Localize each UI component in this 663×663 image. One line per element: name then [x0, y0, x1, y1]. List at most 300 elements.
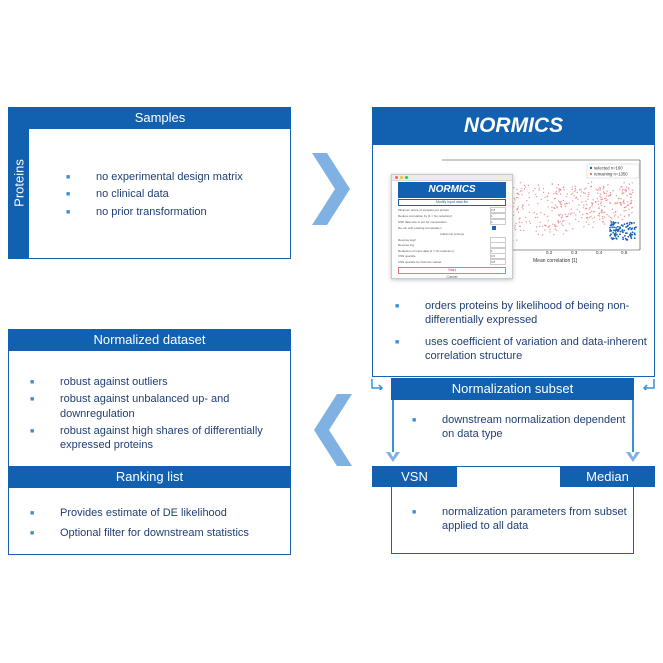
- scatter-point-remaining: [615, 202, 616, 203]
- scatter-point-remaining: [577, 198, 578, 199]
- scatter-point-remaining: [560, 221, 561, 222]
- scatter-point-selected: [619, 228, 621, 230]
- scatter-point-remaining: [520, 230, 521, 231]
- scatter-point-remaining: [518, 194, 519, 195]
- scatter-point-remaining: [577, 209, 578, 210]
- bullet-icon: ■: [30, 427, 35, 435]
- scatter-point-remaining: [624, 216, 625, 217]
- bullet-icon: ■: [30, 530, 35, 538]
- scatter-point-remaining: [625, 191, 626, 192]
- scatter-point-remaining: [590, 216, 591, 217]
- scatter-point-selected: [615, 222, 617, 224]
- scatter-point-remaining: [592, 204, 593, 205]
- scatter-point-remaining: [591, 202, 592, 203]
- scatter-point-remaining: [519, 217, 520, 218]
- normics-app-window: [391, 174, 513, 279]
- list-item: ■ uses coefficient of variation and data-inherent correlation structure: [395, 335, 647, 362]
- scatter-point-remaining: [595, 201, 596, 202]
- scatter-point-remaining: [520, 182, 521, 183]
- scatter-point-remaining: [528, 185, 529, 186]
- scatter-point-remaining: [591, 181, 592, 182]
- checkbox[interactable]: [492, 226, 496, 230]
- scatter-point-remaining: [581, 217, 582, 218]
- form-row: VSN quantile 0.5: [398, 254, 506, 260]
- value-field[interactable]: 1: [490, 219, 506, 225]
- scatter-point-remaining: [632, 182, 633, 183]
- scatter-point-remaining: [566, 196, 567, 197]
- scatter-point-remaining: [528, 204, 529, 205]
- scatter-point-remaining: [565, 229, 566, 230]
- form-row: Minimum share of samples per protein 0.8: [398, 207, 506, 213]
- x-tick-label: 0.5: [621, 250, 628, 255]
- scatter-point-remaining: [539, 226, 540, 227]
- scatter-point-remaining: [560, 214, 561, 215]
- scatter-point-remaining: [578, 204, 579, 205]
- list-item: ■ no prior transformation: [66, 205, 207, 218]
- scatter-point-remaining: [630, 197, 631, 198]
- scatter-point-selected: [621, 229, 623, 231]
- start-button[interactable]: Start: [398, 267, 506, 274]
- scatter-point-remaining: [561, 201, 562, 202]
- normics-bullets: [395, 299, 650, 366]
- scatter-point-remaining: [572, 200, 573, 201]
- scatter-point-remaining: [570, 214, 571, 215]
- scatter-point-selected: [629, 222, 631, 224]
- scatter-point-remaining: [579, 211, 580, 212]
- list-item: ■ no experimental design matrix: [66, 171, 243, 183]
- scatter-point-remaining: [601, 212, 602, 213]
- scatter-point-selected: [622, 237, 624, 239]
- value-field[interactable]: 1: [490, 213, 506, 219]
- scatter-point-remaining: [520, 226, 521, 227]
- scatter-point-remaining: [623, 210, 624, 211]
- form-row: Reduce correlation by [1 = No reduction] 1: [398, 213, 506, 219]
- scatter-point-remaining: [547, 206, 548, 207]
- window-section-1: Modify input data file: [398, 199, 506, 206]
- scatter-point-remaining: [598, 208, 599, 209]
- chevron-down-icon: [386, 452, 400, 462]
- scatter-point-remaining: [517, 197, 518, 198]
- scatter-point-remaining: [621, 204, 622, 205]
- scatter-point-remaining: [628, 204, 629, 205]
- scatter-point-remaining: [606, 193, 607, 194]
- scatter-point-remaining: [620, 186, 621, 187]
- scatter-point-remaining: [575, 214, 576, 215]
- value-field[interactable]: 0.5: [490, 253, 506, 259]
- scatter-point-remaining: [589, 217, 590, 218]
- scatter-point-remaining: [597, 193, 598, 194]
- x-tick-label: 0.3: [571, 250, 578, 255]
- params-bullets: [412, 505, 627, 537]
- scatter-point-remaining: [543, 188, 544, 189]
- chevron-down-icon: [626, 452, 640, 462]
- scatter-point-remaining: [603, 191, 604, 192]
- scatter-point-remaining: [562, 221, 563, 222]
- scatter-point-remaining: [600, 199, 601, 200]
- scatter-point-remaining: [604, 192, 605, 193]
- scatter-point-remaining: [549, 231, 550, 232]
- scatter-point-remaining: [577, 192, 578, 193]
- form-row: Re-run with existing computation: [398, 225, 506, 231]
- scatter-point-selected: [617, 230, 619, 232]
- scatter-point-remaining: [554, 224, 555, 225]
- scatter-point-remaining: [622, 189, 623, 190]
- scatter-point-remaining: [555, 228, 556, 229]
- scatter-point-remaining: [563, 200, 564, 201]
- scatter-point-remaining: [562, 215, 563, 216]
- scatter-point-remaining: [535, 217, 536, 218]
- scatter-point-selected: [624, 223, 626, 225]
- scatter-point-remaining: [578, 221, 579, 222]
- scatter-point-remaining: [604, 223, 605, 224]
- scatter-point-remaining: [544, 197, 545, 198]
- form-row: Reverse log: [398, 243, 506, 249]
- scatter-point-remaining: [602, 199, 603, 200]
- scatter-point-selected: [624, 235, 626, 237]
- scatter-point-remaining: [540, 212, 541, 213]
- scatter-point-remaining: [538, 184, 539, 185]
- list-item: ■ normalization parameters from subset applied to all data: [412, 506, 627, 533]
- scatter-point-remaining: [514, 225, 515, 226]
- scatter-point-remaining: [547, 220, 548, 221]
- scatter-point-remaining: [521, 188, 522, 189]
- scatter-point-remaining: [622, 219, 623, 220]
- scatter-point-selected: [632, 231, 634, 233]
- arrow-down-left-icon: [370, 378, 384, 390]
- form-row: Shift data size to put for computation 1: [398, 219, 506, 225]
- scatter-point-remaining: [590, 212, 591, 213]
- scatter-point-remaining: [614, 215, 615, 216]
- scatter-point-remaining: [571, 213, 572, 214]
- scatter-point-remaining: [604, 206, 605, 207]
- scatter-point-remaining: [623, 182, 624, 183]
- scatter-point-remaining: [572, 186, 573, 187]
- window-fields-2: [398, 237, 506, 265]
- value-field[interactable]: 1: [490, 248, 506, 254]
- scatter-point-remaining: [560, 190, 561, 191]
- scatter-point-remaining: [608, 195, 609, 196]
- scatter-point-remaining: [580, 189, 581, 190]
- cancel-button[interactable]: Cancel: [446, 274, 458, 279]
- window-fields: [398, 207, 506, 231]
- scatter-point-selected: [627, 223, 629, 225]
- scatter-point-remaining: [543, 192, 544, 193]
- scatter-point-remaining: [566, 230, 567, 231]
- scatter-point-remaining: [625, 210, 626, 211]
- scatter-point-remaining: [602, 218, 603, 219]
- bullet-icon: ■: [412, 509, 417, 516]
- connector-line-left: [392, 400, 394, 452]
- scatter-point-remaining: [553, 193, 554, 194]
- scatter-point-selected: [634, 232, 636, 234]
- bullet-icon: ■: [66, 174, 71, 181]
- scatter-point-remaining: [551, 210, 552, 211]
- scatter-point-remaining: [575, 186, 576, 187]
- scatter-point-remaining: [558, 184, 559, 185]
- list-item: ■ Optional filter for downstream statistics: [30, 527, 249, 540]
- list-item: ■ robust against unbalanced up- and downregulation: [30, 393, 230, 420]
- scatter-point-remaining: [560, 193, 561, 194]
- samples-bullets: [66, 170, 286, 222]
- scatter-point-selected: [629, 227, 631, 229]
- scatter-point-remaining: [594, 217, 595, 218]
- bullet-icon: ■: [30, 510, 35, 517]
- scatter-point-remaining: [574, 195, 575, 196]
- maximize-icon[interactable]: [405, 176, 408, 179]
- scatter-point-remaining: [513, 202, 514, 203]
- scatter-point-remaining: [585, 193, 586, 194]
- scatter-point-selected: [610, 221, 612, 223]
- scatter-point-selected: [619, 233, 621, 235]
- scatter-point-remaining: [603, 186, 604, 187]
- scatter-point-selected: [633, 222, 635, 224]
- scatter-point-remaining: [544, 229, 545, 230]
- scatter-point-remaining: [514, 198, 515, 199]
- ranking-list-header: Ranking list: [8, 466, 291, 488]
- scatter-point-remaining: [517, 208, 518, 209]
- scatter-point-remaining: [559, 202, 560, 203]
- bullet-icon: ■: [395, 338, 400, 346]
- scatter-point-remaining: [580, 195, 581, 196]
- scatter-point-remaining: [627, 195, 628, 196]
- bullet-icon: ■: [395, 303, 400, 310]
- scatter-point-remaining: [567, 194, 568, 195]
- scatter-point-remaining: [518, 212, 519, 213]
- x-axis-label: Mean correlation [1]: [533, 258, 578, 264]
- scatter-point-remaining: [623, 202, 624, 203]
- normics-title: NORMICS: [372, 107, 655, 145]
- scatter-point-remaining: [539, 188, 540, 189]
- scatter-point-remaining: [513, 215, 514, 216]
- scatter-point-remaining: [597, 201, 598, 202]
- scatter-point-remaining: [600, 197, 601, 198]
- scatter-point-remaining: [571, 208, 572, 209]
- scatter-point-remaining: [533, 212, 534, 213]
- scatter-point-remaining: [586, 204, 587, 205]
- scatter-point-remaining: [595, 189, 596, 190]
- scatter-point-remaining: [526, 200, 527, 201]
- scatter-point-remaining: [522, 206, 523, 207]
- scatter-point-remaining: [572, 228, 573, 229]
- normalization-subset-header: Normalization subset: [391, 378, 634, 400]
- window-logo: NORMICS: [398, 182, 506, 198]
- scatter-point-remaining: [630, 193, 631, 194]
- scatter-point-remaining: [606, 190, 607, 191]
- proteins-label-text: Proteins: [11, 159, 26, 207]
- form-row: Reverse log2: [398, 237, 506, 243]
- scatter-point-selected: [616, 229, 618, 231]
- scatter-point-remaining: [548, 193, 549, 194]
- scatter-point-remaining: [613, 212, 614, 213]
- scatter-point-remaining: [520, 190, 521, 191]
- scatter-point-remaining: [548, 226, 549, 227]
- scatter-point-remaining: [526, 221, 527, 222]
- scatter-point-remaining: [565, 214, 566, 215]
- scatter-point-remaining: [581, 191, 582, 192]
- scatter-point-remaining: [618, 198, 619, 199]
- minimize-icon[interactable]: [400, 176, 403, 179]
- scatter-point-remaining: [547, 216, 548, 217]
- scatter-point-remaining: [585, 208, 586, 209]
- scatter-point-remaining: [513, 187, 514, 188]
- form-row: VSN quantile for Normics subset 0.8: [398, 259, 506, 265]
- scatter-point-remaining: [551, 202, 552, 203]
- bullet-icon: ■: [412, 417, 417, 424]
- scatter-point-selected: [622, 238, 624, 240]
- scatter-point-remaining: [628, 209, 629, 210]
- scatter-point-remaining: [547, 200, 548, 201]
- scatter-point-remaining: [563, 189, 564, 190]
- scatter-point-remaining: [617, 216, 618, 217]
- scatter-point-selected: [623, 230, 625, 232]
- scatter-point-remaining: [598, 204, 599, 205]
- scatter-point-remaining: [626, 190, 627, 191]
- scatter-point-remaining: [554, 208, 555, 209]
- scatter-point-remaining: [566, 216, 567, 217]
- scatter-point-remaining: [514, 199, 515, 200]
- scatter-point-remaining: [563, 233, 564, 234]
- scatter-point-remaining: [591, 186, 592, 187]
- scatter-point-selected: [611, 237, 613, 239]
- subset-bullets: [412, 413, 632, 445]
- scatter-point-remaining: [524, 188, 525, 189]
- x-tick-label: 0.2: [546, 250, 553, 255]
- scatter-point-selected: [617, 226, 619, 228]
- legend-selected: selected n=100: [594, 165, 623, 171]
- scatter-point-remaining: [537, 217, 538, 218]
- scatter-point-remaining: [518, 206, 519, 207]
- scatter-point-remaining: [588, 224, 589, 225]
- scatter-point-remaining: [606, 195, 607, 196]
- scatter-point-remaining: [592, 218, 593, 219]
- scatter-point-remaining: [574, 212, 575, 213]
- list-item: ■ downstream normalization dependent on data type: [412, 414, 626, 441]
- scatter-point-remaining: [599, 196, 600, 197]
- scatter-point-remaining: [610, 192, 611, 193]
- scatter-point-remaining: [598, 189, 599, 190]
- scatter-point-remaining: [597, 198, 598, 199]
- connector-line-right: [632, 400, 634, 452]
- scatter-point-remaining: [615, 211, 616, 212]
- scatter-point-selected: [630, 234, 632, 236]
- scatter-point-remaining: [575, 189, 576, 190]
- scatter-point-remaining: [530, 223, 531, 224]
- scatter-point-selected: [613, 226, 615, 228]
- scatter-point-remaining: [536, 196, 537, 197]
- scatter-point-selected: [612, 232, 614, 234]
- scatter-point-remaining: [569, 223, 570, 224]
- scatter-point-remaining: [551, 207, 552, 208]
- scatter-point-remaining: [555, 226, 556, 227]
- scatter-point-remaining: [529, 212, 530, 213]
- scatter-point-selected: [611, 226, 613, 228]
- scatter-point-remaining: [563, 186, 564, 187]
- vsn-header: VSN: [372, 466, 457, 487]
- scatter-point-remaining: [525, 217, 526, 218]
- scatter-point-remaining: [620, 214, 621, 215]
- scatter-point-remaining: [536, 226, 537, 227]
- scatter-point-remaining: [533, 190, 534, 191]
- scatter-point-remaining: [608, 215, 609, 216]
- scatter-point-remaining: [588, 192, 589, 193]
- scatter-point-remaining: [587, 196, 588, 197]
- scatter-point-remaining: [612, 209, 613, 210]
- scatter-point-remaining: [558, 191, 559, 192]
- scatter-point-remaining: [522, 194, 523, 195]
- scatter-point-selected: [613, 222, 615, 224]
- scatter-point-remaining: [523, 230, 524, 231]
- scatter-point-remaining: [521, 190, 522, 191]
- scatter-point-selected: [619, 226, 621, 228]
- scatter-point-remaining: [619, 189, 620, 190]
- samples-header: Samples: [29, 107, 291, 129]
- scatter-point-remaining: [632, 192, 633, 193]
- scatter-point-remaining: [538, 234, 539, 235]
- scatter-point-remaining: [558, 222, 559, 223]
- arrow-down-right-icon: [642, 378, 656, 390]
- scatter-point-remaining: [600, 193, 601, 194]
- scatter-point-remaining: [624, 207, 625, 208]
- scatter-point-remaining: [528, 192, 529, 193]
- scatter-point-remaining: [575, 188, 576, 189]
- scatter-point-remaining: [623, 200, 624, 201]
- scatter-point-remaining: [590, 207, 591, 208]
- scatter-point-remaining: [544, 214, 545, 215]
- scatter-point-remaining: [586, 213, 587, 214]
- scatter-point-remaining: [625, 189, 626, 190]
- scatter-point-remaining: [631, 200, 632, 201]
- close-icon[interactable]: [395, 176, 398, 179]
- scatter-point-remaining: [535, 194, 536, 195]
- scatter-point-remaining: [561, 223, 562, 224]
- scatter-point-remaining: [601, 205, 602, 206]
- scatter-point-remaining: [622, 190, 623, 191]
- scatter-point-remaining: [529, 197, 530, 198]
- scatter-point-remaining: [521, 222, 522, 223]
- scatter-point-remaining: [598, 215, 599, 216]
- scatter-point-remaining: [517, 209, 518, 210]
- value-field[interactable]: 0.8: [490, 259, 506, 265]
- scatter-point-remaining: [562, 225, 563, 226]
- scatter-point-remaining: [610, 220, 611, 221]
- value-field[interactable]: 0.8: [490, 207, 506, 213]
- scatter-point-remaining: [567, 216, 568, 217]
- bullet-icon: ■: [30, 379, 35, 386]
- scatter-point-selected: [627, 236, 629, 238]
- scatter-point-remaining: [631, 194, 632, 195]
- scatter-point-remaining: [541, 199, 542, 200]
- scatter-point-remaining: [629, 184, 630, 185]
- scatter-point-remaining: [623, 201, 624, 202]
- scatter-point-selected: [629, 223, 631, 225]
- scatter-point-remaining: [563, 220, 564, 221]
- x-tick-label: 0.4: [596, 250, 603, 255]
- scatter-point-remaining: [549, 229, 550, 230]
- scatter-point-remaining: [623, 192, 624, 193]
- bullet-icon: ■: [66, 191, 71, 199]
- scatter-point-remaining: [529, 221, 530, 222]
- scatter-point-remaining: [544, 225, 545, 226]
- scatter-point-remaining: [569, 202, 570, 203]
- scatter-point-remaining: [552, 183, 553, 184]
- scatter-point-remaining: [620, 198, 621, 199]
- scatter-point-remaining: [607, 184, 608, 185]
- scatter-point-selected: [610, 225, 612, 227]
- scatter-point-remaining: [616, 203, 617, 204]
- scatter-point-remaining: [585, 187, 586, 188]
- scatter-point-remaining: [539, 189, 540, 190]
- list-item: ■ orders proteins by likelihood of being non-differentially expressed: [395, 300, 630, 327]
